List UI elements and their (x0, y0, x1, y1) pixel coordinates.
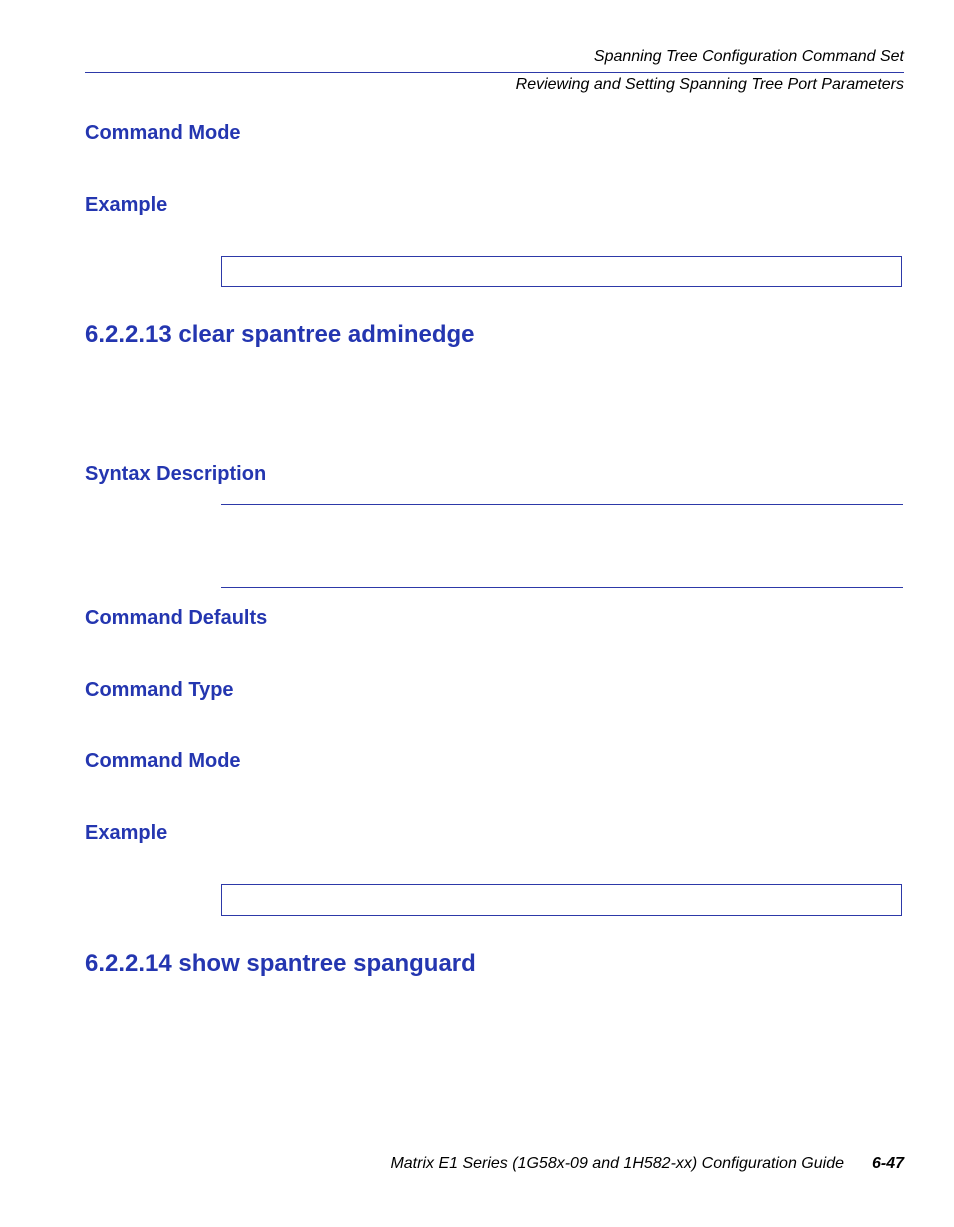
example-code-box (221, 884, 902, 916)
footer-page-number: 6-47 (871, 1155, 904, 1172)
example-code-box (221, 256, 902, 287)
footer-guide-title: Matrix E1 Series (1G58x-09 and 1H582-xx) Configuration Guide (390, 1155, 844, 1172)
section-title-clear-spantree-adminedge: 6.2.2.13 clear spantree adminedge (85, 321, 475, 348)
running-header-chapter: Spanning Tree Configuration Command Set (593, 48, 904, 65)
command-mode-heading: Command Mode (85, 750, 241, 772)
command-defaults-heading: Command Defaults (85, 607, 268, 629)
syntax-table-top-rule (221, 504, 903, 505)
section-title-show-spantree-spanguard: 6.2.2.14 show spantree spanguard (85, 950, 476, 977)
syntax-table-bottom-rule (221, 587, 903, 588)
header-rule (85, 72, 904, 73)
example-heading: Example (85, 194, 168, 216)
command-type-heading: Command Type (85, 679, 234, 701)
syntax-description-heading: Syntax Description (85, 463, 267, 485)
command-mode-heading: Command Mode (85, 122, 241, 144)
example-heading: Example (85, 822, 168, 844)
running-header-section: Reviewing and Setting Spanning Tree Port Parameters (515, 76, 904, 93)
